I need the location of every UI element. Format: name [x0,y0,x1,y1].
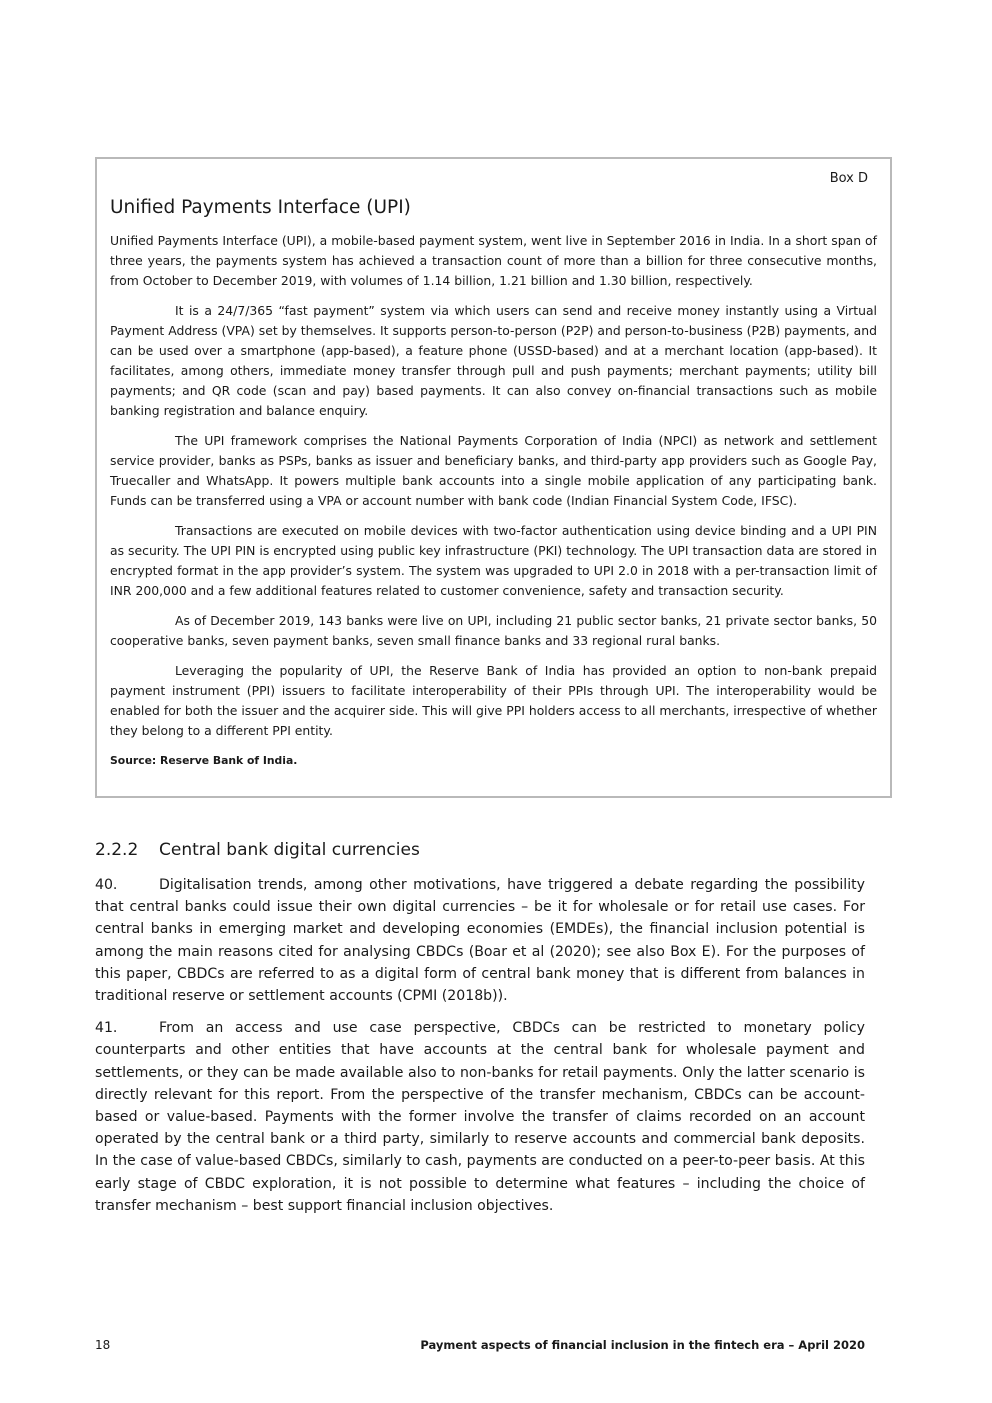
paragraph-text: From an access and use case perspective, CBDCs can be restricted to monetary policy counterparts and other entities that have accounts at the central bank for wholesale payment and settlements, or they can be made available also to non-banks for retail payments. Only the latter scenario is directly relevant for this report. From the perspective of the transfer mechanism, CBDCs can be account-based or value-based. Payments with the former involve the transfer of claims recorded on an account operated by the central bank or a third party, similarly to reserve accounts and commercial bank deposits. In the case of value-based CBDCs, similarly to cash, payments are conducted on a peer-to-peer basis. At this early stage of CBDC exploration, it is not possible to determine what features – including the choice of transfer mechanism – best support financial inclusion objectives. [95,1020,865,1214]
box-body [110,231,877,771]
box-paragraph: Leveraging the popularity of UPI, the Reserve Bank of India has provided an option to non-bank prepaid payment instrument (PPI) issuers to facilitate interoperability of their PPIs through UPI. The interoperability would be enabled for both the issuer and the acquirer side. This will give PPI holders access to all merchants, irrespective of whether they belong to a different PPI entity. [110,663,877,738]
body-text [95,874,865,1227]
section-number: 2.2.2 [95,840,139,860]
box-paragraph: The UPI framework comprises the National Payments Corporation of India (NPCI) as network and settlement service provider, banks as PSPs, banks as issuer and beneficiary banks, and third-party app providers such as Google Pay, Truecaller and WhatsApp. It powers multiple bank accounts into a single mobile application of any participating bank. Funds can be transferred using a VPA or account number with bank code (Indian Financial System Code, IFSC). [110,433,877,508]
paragraph-text: Digitalisation trends, among other motivations, have triggered a debate regarding the possibility that central banks could issue their own digital currencies – be it for wholesale or for retail use cases. For central banks in emerging market and developing economies (EMDEs), the financial inclusion potential is among the main reasons cited for analysing CBDCs (Boar et al (2020); see also Box E). For the purposes of this paper, CBDCs are referred to as a digital form of central bank money that is different from balances in traditional reserve or settlement accounts (CPMI (2018b)). [95,877,865,1005]
footer-document-title: Payment aspects of financial inclusion in the fintech era – April 2020 [420,1338,865,1352]
box-paragraph: It is a 24/7/365 “fast payment” system via which users can send and receive money instantly using a Virtual Payment Address (VPA) set by themselves. It supports person-to-person (P2P) and person-to-business (P2B) payments, and can be used over a smartphone (app-based), a feature phone (USSD-based) and at a merchant location (app-based). It facilitates, among others, immediate money transfer through pull and push payments; merchant payments; utility bill payments; and QR code (scan and pay) based payments. It can also convey on-financial transactions such as mobile banking registration and balance enquiry. [110,303,877,418]
box-paragraph: Unified Payments Interface (UPI), a mobile-based payment system, went live in September 2016 in India. In a short span of three years, the payments system has achieved a transaction count of more than a billion for three consecutive months, from October to December 2019, with volumes of 1.14 billion, 1.21 billion and 1.30 billion, respectively. [110,233,877,288]
box-paragraph: Transactions are executed on mobile devices with two-factor authentication using device binding and a UPI PIN as security. The UPI PIN is encrypted using public key infrastructure (PKI) technology. The UPI transaction data are stored in encrypted format in the app provider’s system. The system was upgraded to UPI 2.0 in 2018 with a per-transaction limit of INR 200,000 and a few additional features related to customer convenience, safety and transaction security. [110,523,877,598]
paragraph-number: 40. [95,877,118,893]
box-label: Box D [829,171,868,186]
box-title: Unified Payments Interface (UPI) [110,197,411,218]
page-number: 18 [95,1338,111,1352]
section-heading [95,840,420,860]
paragraph-number: 41. [95,1020,118,1037]
box-source: Source: Reserve Bank of India. [110,754,298,767]
numbered-paragraph [95,874,865,1007]
numbered-paragraph [95,1017,865,1217]
section-title: Central bank digital currencies [159,840,420,860]
box-d [95,157,892,798]
box-paragraph: As of December 2019, 143 banks were live on UPI, including 21 public sector banks, 21 private sector banks, 50 cooperative banks, seven payment banks, seven small finance banks and 33 regional rural banks. [110,613,877,648]
